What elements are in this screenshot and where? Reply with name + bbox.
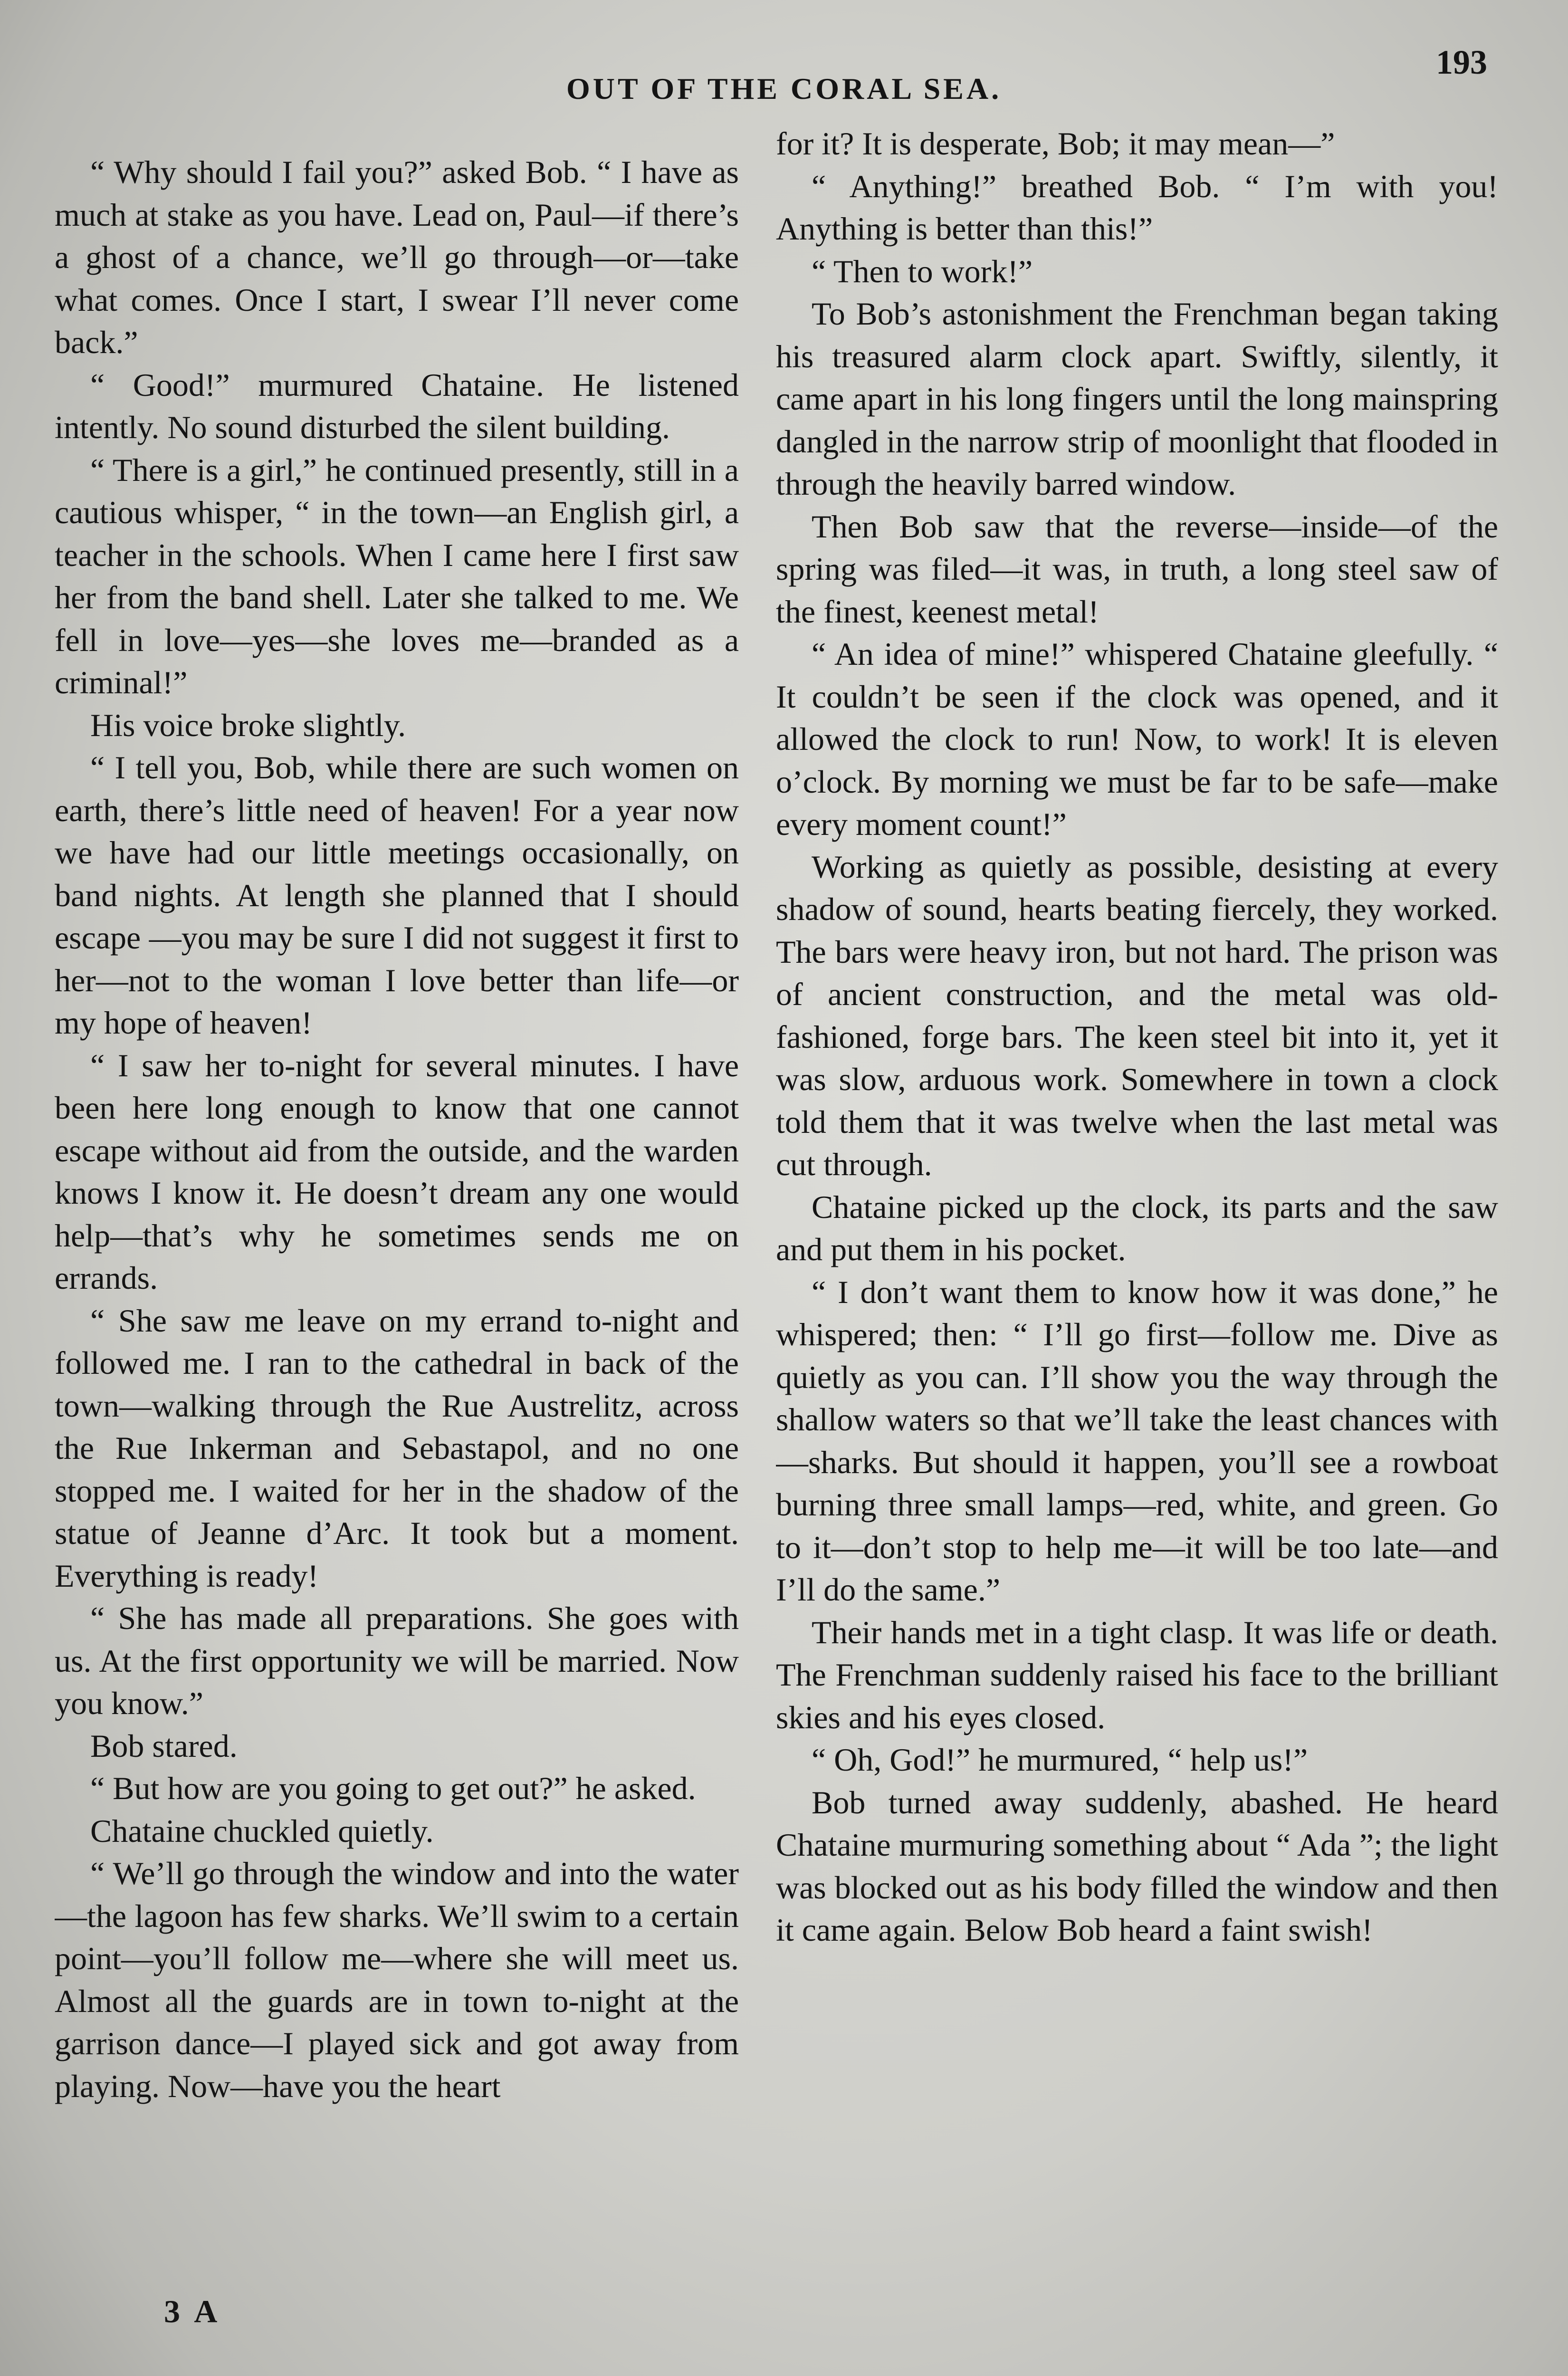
right-column <box>776 123 1498 2332</box>
paragraph: Chataine picked up the clock, its parts and the saw and put them in his pocket. <box>776 1188 1498 1267</box>
paragraph: “ Oh, God!” he murmured, “ help us!” <box>812 1742 1308 1778</box>
paragraph: Then Bob saw that the reverse—inside—of the spring was filed—it was, in truth, a long steel saw of the finest, keenest metal! <box>776 508 1498 630</box>
paragraph: His voice broke slightly. <box>90 707 406 743</box>
left-column <box>55 151 739 2361</box>
paragraph: “ We’ll go through the window and into the water—the lagoon has few sharks. We’ll swim to a certain point—you’ll follow me—where she will meet us. Almost all the guards are in town to-night at the garrison dance—I played sick and got away from playing. Now—have you the heart <box>55 1855 739 2104</box>
paragraph: “ An idea of mine!” whispered Chataine gleefully. “ It couldn’t be seen if the clock was opened, and it allowed the clock to run! Now, to work! It is eleven o’clock. By morning we must be far to be safe—make every moment count!” <box>776 636 1498 842</box>
signature-mark: 3 A <box>164 2293 221 2329</box>
paragraph: “ I saw her to-night for several minutes. I have been here long enough to know that one cannot escape without aid from the outside, and the warden knows I know it. He doesn’t dream any one would help—that’s why he sometimes sends me on errands. <box>55 1047 739 1296</box>
running-head: OUT OF THE CORAL SEA. <box>566 72 1002 105</box>
paragraph: “ Why should I fail you?” asked Bob. “ I have as much at stake as you have. Lead on, Paul—if there’s a ghost of a chance, we’ll go through—or—take what comes. Once I start, I swear I’ll never come back.” <box>55 154 739 360</box>
paragraph: “ Good!” murmured Chataine. He listened intently. No sound disturbed the silent building. <box>55 366 739 445</box>
paragraph: “ There is a girl,” he continued presently, still in a cautious whisper, “ in the town—an English girl, a teacher in the schools. When I came here I first saw her from the band shell. Later she talked to me. We fell in love—yes—she loves me—branded as a criminal!” <box>55 451 739 700</box>
paragraph-continued: for it? It is desperate, Bob; it may mean—” <box>776 125 1335 162</box>
paragraph: “ She has made all preparations. She goes with us. At the first opportunity we will be married. Now you know.” <box>55 1600 739 1721</box>
paragraph: Bob stared. <box>90 1727 238 1764</box>
paragraph: Bob turned away suddenly, abashed. He heard Chataine murmuring something about “ Ada ”; the light was blocked out as his body filled the window and then it came again. Below Bob heard a faint swish! <box>776 1784 1498 1948</box>
paragraph: “ But how are you going to get out?” he asked. <box>90 1770 696 1806</box>
paragraph: “ Anything!” breathed Bob. “ I’m with you! Anything is better than this!” <box>776 168 1498 247</box>
paragraph: To Bob’s astonishment the Frenchman began taking his treasured alarm clock apart. Swiftly, silently, it came apart in his long fingers until the long mainspring dangled in the narrow strip of moonlight that flooded in through the heavily barred window. <box>776 296 1498 502</box>
paragraph: Working as quietly as possible, desisting at every shadow of sound, hearts beating fiercely, they worked. The bars were heavy iron, but not hard. The prison was of ancient construction, and the metal was old-fashioned, forge bars. The keen steel bit into it, yet it was slow, arduous work. Somewhere in town a clock told them that it was twelve when the last metal was cut through. <box>776 848 1498 1182</box>
paragraph: “ I don’t want them to know how it was done,” he whispered; then: “ I’ll go first—follow me. Dive as quietly as you can. I’ll show you the way through the shallow waters so that we’ll take the least chances with—sharks. But should it happen, you’ll see a rowboat burning three small lamps—red, white, and green. Go to it—don’t stop to help me—it will be too late—and I’ll do the same.” <box>776 1274 1498 1608</box>
paragraph: Their hands met in a tight clasp. It was life or death. The Frenchman suddenly raised his face to the brilliant skies and his eyes closed. <box>776 1614 1498 1735</box>
paragraph: “ I tell you, Bob, while there are such women on earth, there’s little need of heaven! For a year now we have had our little meetings occasionally, on band nights. At length she planned that I should escape —you may be sure I did not suggest it first to her—not to the woman I love better than life—or my hope of heaven! <box>55 749 739 1041</box>
paragraph: Chataine chuckled quietly. <box>90 1812 434 1849</box>
paragraph: “ She saw me leave on my errand to-night and followed me. I ran to the cathedral in back of the town—walking through the Rue Austrelitz, across the Rue Inkerman and Sebastapol, and no one stopped me. I waited for her in the shadow of the statue of Jeanne d’Arc. It took but a moment. Everything is ready! <box>55 1302 739 1594</box>
page-number: 193 <box>1436 43 1487 81</box>
paragraph: “ Then to work!” <box>812 253 1033 289</box>
